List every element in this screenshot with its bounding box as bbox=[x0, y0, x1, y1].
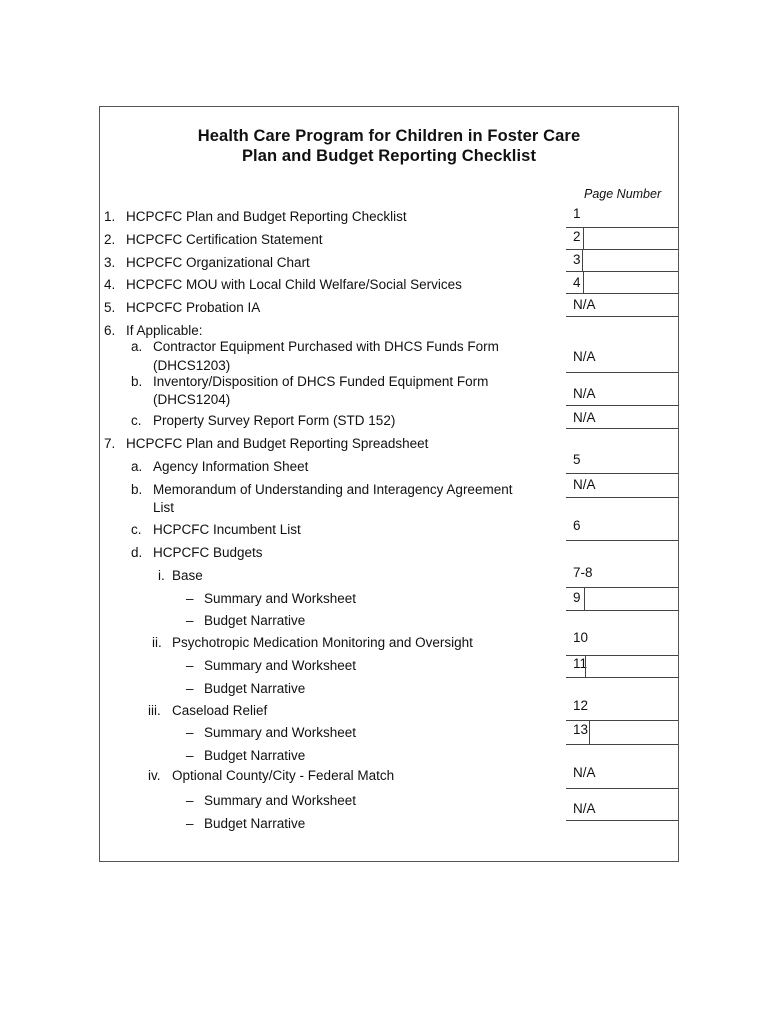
item-label: Summary and Worksheet bbox=[204, 591, 357, 606]
page-number-divider bbox=[585, 655, 586, 677]
page-number: 2 bbox=[573, 229, 581, 244]
item-marker: – bbox=[186, 658, 194, 673]
item-marker: iv. bbox=[148, 768, 161, 783]
page-number-underline bbox=[566, 677, 678, 678]
page-number-underline bbox=[566, 497, 678, 498]
item-label-continued: (DHCS1203) bbox=[153, 358, 231, 373]
item-label: Base bbox=[172, 568, 203, 583]
item-marker: b. bbox=[131, 374, 143, 389]
page-number-underline bbox=[566, 655, 678, 656]
page-number-underline bbox=[566, 293, 678, 294]
item-label: HCPCFC MOU with Local Child Welfare/Social Services bbox=[126, 277, 462, 292]
page-number-underline bbox=[566, 428, 678, 429]
item-marker: 1. bbox=[104, 209, 116, 224]
item-marker: b. bbox=[131, 482, 143, 497]
page-number-underline bbox=[566, 744, 678, 745]
item-marker: – bbox=[186, 748, 194, 763]
item-label: Summary and Worksheet bbox=[204, 725, 357, 740]
item-marker: – bbox=[186, 613, 194, 628]
page-number-underline bbox=[566, 610, 678, 611]
page-number: N/A bbox=[573, 765, 596, 780]
page-number: N/A bbox=[573, 477, 596, 492]
page-number: 3 bbox=[573, 252, 581, 267]
item-marker: 5. bbox=[104, 300, 116, 315]
item-marker: – bbox=[186, 681, 194, 696]
page-number: 11 bbox=[573, 656, 588, 671]
item-label: HCPCFC Plan and Budget Reporting Checklist bbox=[126, 209, 407, 224]
item-label: HCPCFC Budgets bbox=[153, 545, 263, 560]
item-marker: – bbox=[186, 793, 194, 808]
item-label: HCPCFC Plan and Budget Reporting Spreadsheet bbox=[126, 436, 429, 451]
page-number: 12 bbox=[573, 698, 589, 713]
page-number-underline bbox=[566, 316, 678, 317]
item-marker: a. bbox=[131, 459, 143, 474]
item-marker: 6. bbox=[104, 323, 116, 338]
page-number-divider bbox=[583, 271, 584, 293]
page-number-underline bbox=[566, 720, 678, 721]
item-marker: 3. bbox=[104, 255, 116, 270]
page-number-underline bbox=[566, 473, 678, 474]
item-marker: 7. bbox=[104, 436, 116, 451]
item-marker: 4. bbox=[104, 277, 116, 292]
page-number: 4 bbox=[573, 275, 581, 290]
item-label: Caseload Relief bbox=[172, 703, 268, 718]
item-label: Contractor Equipment Purchased with DHCS Funds Form bbox=[153, 339, 499, 354]
item-marker: c. bbox=[131, 522, 142, 537]
item-label: HCPCFC Incumbent List bbox=[153, 522, 301, 537]
item-label: Budget Narrative bbox=[204, 816, 306, 831]
page-number-underline bbox=[566, 820, 678, 821]
item-label: HCPCFC Probation IA bbox=[126, 300, 261, 315]
page-number-underline bbox=[566, 788, 678, 789]
item-label: Budget Narrative bbox=[204, 681, 306, 696]
item-label: Memorandum of Understanding and Interagency Agreement bbox=[153, 482, 513, 497]
page-number: N/A bbox=[573, 386, 596, 401]
page-number-underline bbox=[566, 587, 678, 588]
item-label: Summary and Worksheet bbox=[204, 793, 357, 808]
page-number: N/A bbox=[573, 801, 596, 816]
item-label: Inventory/Disposition of DHCS Funded Equipment Form bbox=[153, 374, 489, 389]
page-number-divider bbox=[584, 587, 585, 610]
page-number: 10 bbox=[573, 630, 589, 645]
item-label-continued: (DHCS1204) bbox=[153, 392, 231, 407]
page-number-underline bbox=[566, 540, 678, 541]
page-number: 13 bbox=[573, 722, 589, 737]
item-label: Agency Information Sheet bbox=[153, 459, 309, 474]
item-label: Budget Narrative bbox=[204, 748, 306, 763]
item-marker: – bbox=[186, 591, 194, 606]
item-label: Optional County/City - Federal Match bbox=[172, 768, 395, 783]
page-number: N/A bbox=[573, 410, 596, 425]
item-marker: i. bbox=[158, 568, 165, 583]
page-number-underline bbox=[566, 405, 678, 406]
document-title-line1: Health Care Program for Children in Foster Care bbox=[197, 127, 581, 145]
page-number: 7-8 bbox=[573, 565, 593, 580]
item-marker: a. bbox=[131, 339, 143, 354]
item-label: Psychotropic Medication Monitoring and Oversight bbox=[172, 635, 473, 650]
item-marker: c. bbox=[131, 413, 142, 428]
document-title-line2: Plan and Budget Reporting Checklist bbox=[241, 147, 537, 165]
item-label: Budget Narrative bbox=[204, 613, 306, 628]
item-marker: ii. bbox=[152, 635, 162, 650]
item-label: Summary and Worksheet bbox=[204, 658, 357, 673]
item-label: Property Survey Report Form (STD 152) bbox=[153, 413, 396, 428]
page-number-underline bbox=[566, 372, 678, 373]
item-label: If Applicable: bbox=[126, 323, 203, 338]
item-label-continued: List bbox=[153, 500, 175, 515]
item-marker: – bbox=[186, 816, 194, 831]
page-number-column-header: Page Number bbox=[584, 187, 662, 201]
page-number: 5 bbox=[573, 452, 581, 467]
page-number: 6 bbox=[573, 518, 581, 533]
page-number: 9 bbox=[573, 590, 581, 605]
item-marker: iii. bbox=[148, 703, 161, 718]
page-number-divider bbox=[589, 720, 590, 744]
page-number: N/A bbox=[573, 349, 596, 364]
page-number-divider bbox=[583, 227, 584, 249]
page-number: N/A bbox=[573, 297, 596, 312]
item-marker: – bbox=[186, 725, 194, 740]
page-number-divider bbox=[582, 249, 583, 271]
page-number: 1 bbox=[573, 206, 581, 221]
item-marker: 2. bbox=[104, 232, 116, 247]
item-marker: d. bbox=[131, 545, 143, 560]
item-label: HCPCFC Certification Statement bbox=[126, 232, 323, 247]
item-label: HCPCFC Organizational Chart bbox=[126, 255, 310, 270]
